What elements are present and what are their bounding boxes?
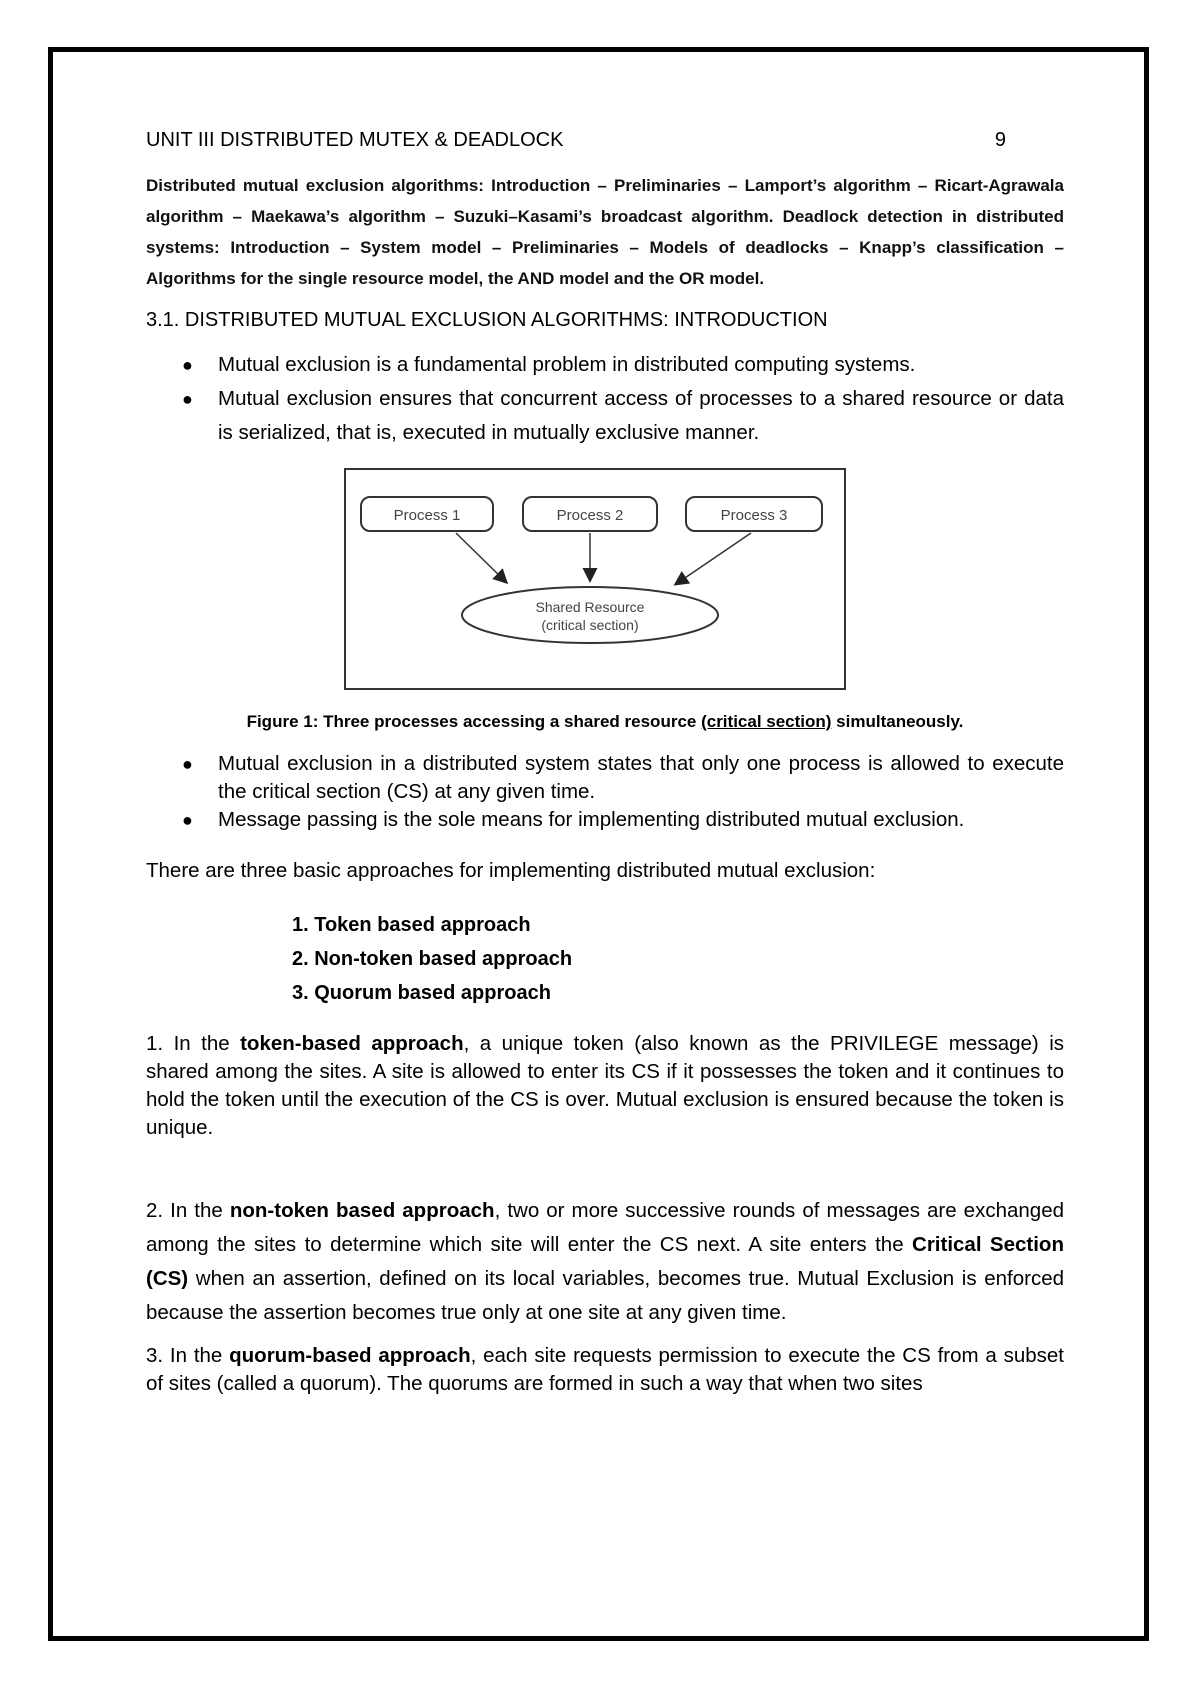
page-header	[146, 128, 1064, 152]
para2-bold-cs: Critical Section (CS)	[146, 1233, 1064, 1290]
process-3-label: Process 3	[720, 507, 788, 524]
caption-underlined: (critical section)	[701, 712, 832, 731]
paragraph-non-token-based	[146, 1194, 1064, 1330]
para2-bold-term: non-token based approach	[229, 1199, 495, 1222]
figure-1-diagram	[344, 468, 846, 690]
syllabus-intro: Distributed mutual exclusion algorithms: Introduction – Preliminaries – Lamport’s algorithm – Ricart-Agrawala algorithm – Maekawa’s algorithm – Suzuki–Kasami’s broadcast algorithm. Deadlock detection in distributed systems: Introduction – System model – Preliminaries – Models of deadlocks – Knapp’s classification – Algorithms for the single resource model, the AND model and the OR model.	[146, 176, 1064, 288]
approach-item-non-token: 2. Non-token based approach	[292, 948, 573, 970]
list-item	[146, 348, 1064, 382]
bullet-text: Mutual exclusion in a distributed system states that only one process is allowed to execute the critical section (CS) at any given time.	[218, 752, 1064, 803]
top-bullet-list	[146, 348, 1064, 450]
para1-prefix: 1. In the	[146, 1032, 241, 1055]
shared-resource-label: Shared Resource	[535, 599, 645, 615]
arrow-process-3	[676, 533, 751, 584]
approaches-intro: There are three basic approaches for implementing distributed mutual exclusion:	[146, 859, 876, 882]
para3-bold-term: quorum-based approach	[229, 1344, 471, 1367]
caption-text: Figure 1: Three processes accessing a shared resource	[246, 712, 702, 731]
bullet-text: Message passing is the sole means for implementing distributed mutual exclusion.	[218, 808, 965, 831]
caption-end: simultaneously.	[831, 712, 964, 731]
shared-resource-ellipse	[462, 587, 718, 643]
approach-item-quorum: 3. Quorum based approach	[292, 982, 551, 1004]
figure-caption	[146, 710, 1064, 734]
bullet-icon: ●	[182, 754, 193, 774]
approach-list	[292, 908, 1064, 1010]
bottom-bullet-list	[146, 750, 1064, 834]
bullet-icon: ●	[182, 389, 193, 409]
section-heading: 3.1. DISTRIBUTED MUTUAL EXCLUSION ALGORITHMS: INTRODUCTION	[146, 309, 828, 331]
diagram-svg	[346, 470, 844, 688]
page-number: 9	[994, 129, 1006, 151]
bullet-icon: ●	[182, 810, 193, 830]
para2-text-end: when an assertion, defined on its local variables, becomes true. Mutual Exclusion is enforced because the assertion becomes true only at one site at any given time.	[146, 1267, 1064, 1324]
list-item	[146, 382, 1064, 450]
para1-text: , a unique token (also known as the PRIVILEGE message) is shared among the sites. A site is allowed to enter its CS if it possesses the token and it continues to hold the token until the execution of the CS is over. Mutual exclusion is ensured because the token is unique.	[146, 1032, 1065, 1139]
bullet-icon: ●	[182, 355, 193, 375]
paragraph-token-based	[146, 1030, 1064, 1142]
paragraph-quorum-based	[146, 1342, 1064, 1398]
list-item	[146, 750, 1064, 806]
para1-bold-term: token-based approach	[240, 1032, 464, 1055]
bullet-text: Mutual exclusion ensures that concurrent access of processes to a shared resource or data is serialized, that is, executed in mutually exclusive manner.	[218, 387, 1064, 444]
arrow-process-1	[456, 533, 506, 582]
para3-prefix: 3. In the	[146, 1344, 230, 1367]
document-content	[146, 128, 1064, 1398]
critical-section-label: (critical section)	[541, 617, 639, 633]
list-item	[146, 806, 1064, 834]
approach-item-token: 1. Token based approach	[292, 914, 531, 936]
para3-text: , each site requests permission to execute the CS from a subset of sites (called a quorum). The quorums are formed in such a way that when two sites	[146, 1344, 1064, 1395]
bullet-text: Mutual exclusion is a fundamental problem in distributed computing systems.	[218, 353, 916, 376]
unit-title: UNIT III DISTRIBUTED MUTEX & DEADLOCK	[146, 129, 564, 151]
para2-prefix: 2. In the	[146, 1199, 230, 1222]
process-2-label: Process 2	[556, 507, 624, 524]
process-1-label: Process 1	[393, 507, 461, 524]
para2-text: , two or more successive rounds of messages are exchanged among the sites to determine which site will enter the CS next. A site enters the	[146, 1199, 1064, 1256]
